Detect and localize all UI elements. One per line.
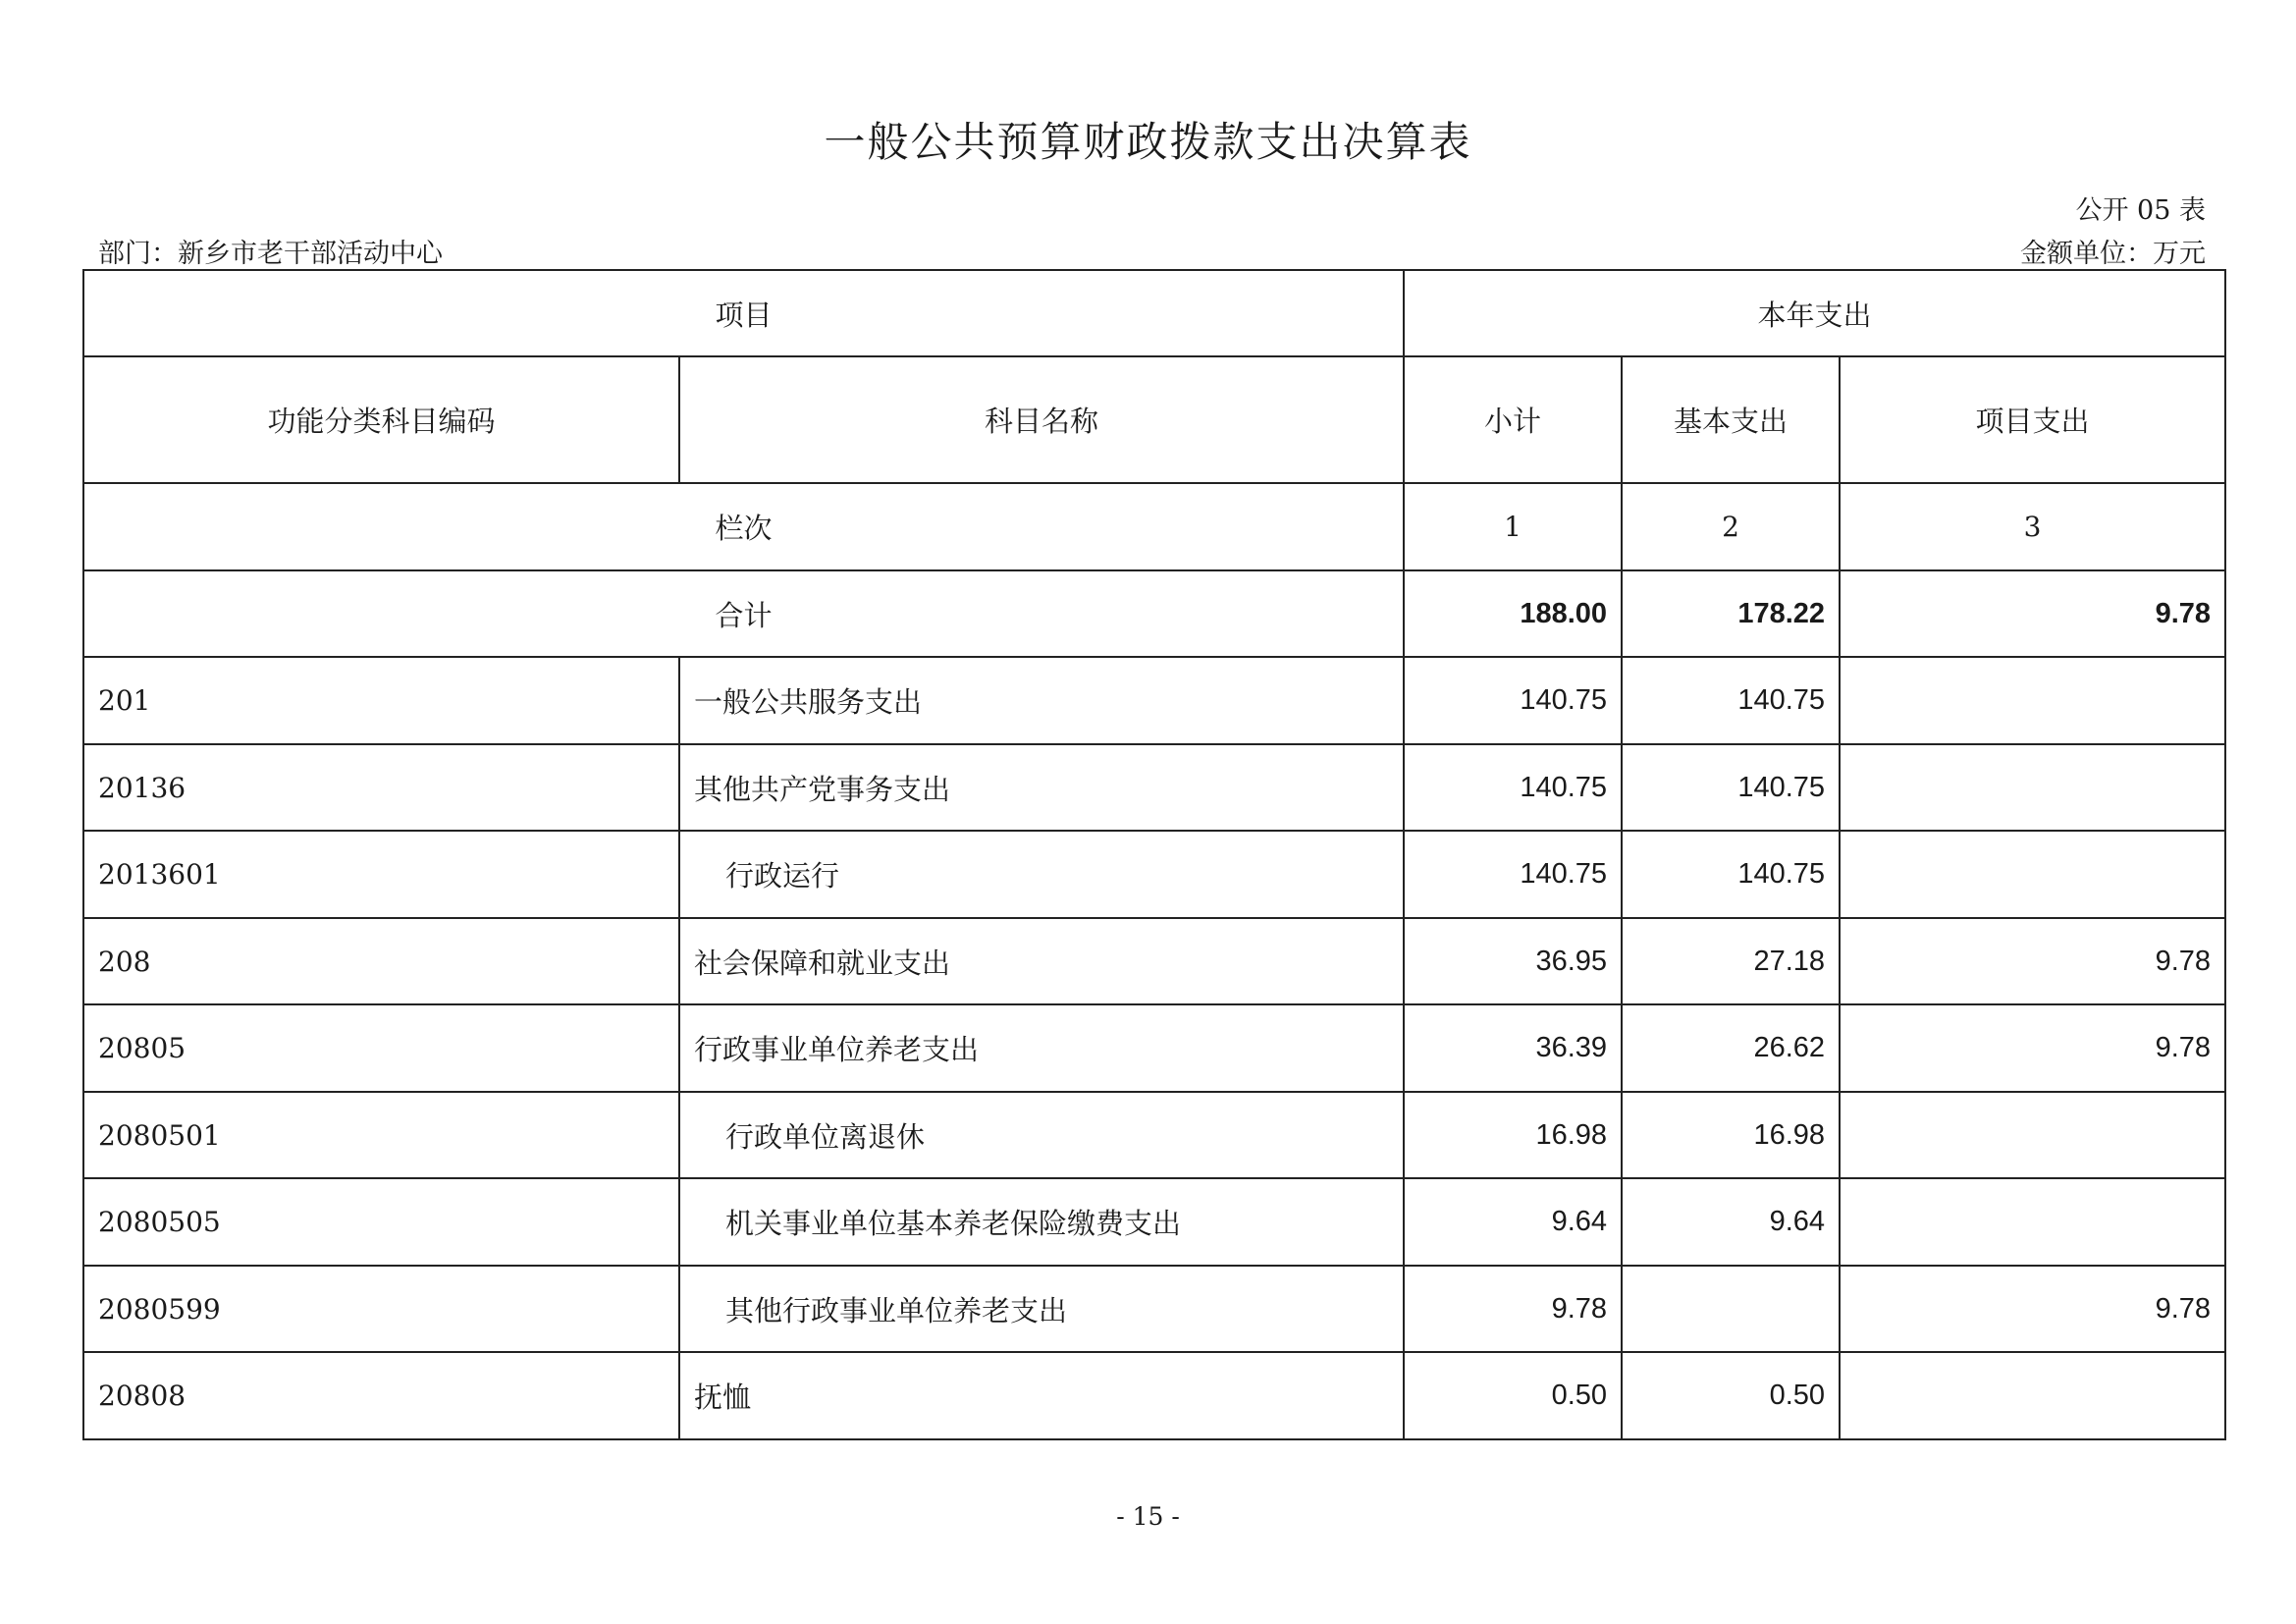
row-name: 行政运行 [679,831,1404,918]
row-name: 其他行政事业单位养老支出 [679,1266,1404,1352]
row-subtotal: 16.98 [1404,1092,1622,1178]
row-project [1840,1352,2225,1439]
row-subtotal: 36.39 [1404,1004,1622,1092]
form-number: 公开 05 表 [2075,195,2206,226]
table-row [83,831,2225,918]
row-code: 2080505 [83,1178,679,1266]
row-code: 208 [83,918,679,1004]
row-name: 机关事业单位基本养老保险缴费支出 [679,1178,1404,1266]
column-index-3: 3 [1840,483,2225,570]
table-row [83,918,2225,1004]
row-basic: 0.50 [1622,1352,1840,1439]
table-row [83,1352,2225,1439]
header-project-expense: 项目支出 [1840,356,2225,483]
expense-report-table [82,269,2226,1440]
total-subtotal: 188.00 [1404,570,1622,657]
row-subtotal: 0.50 [1404,1352,1622,1439]
row-subtotal: 9.64 [1404,1178,1622,1266]
row-basic [1622,1266,1840,1352]
row-code: 20808 [83,1352,679,1439]
row-code: 2080599 [83,1266,679,1352]
row-code: 20805 [83,1004,679,1092]
row-subtotal: 36.95 [1404,918,1622,1004]
amount-unit-label: 金额单位：万元 [2020,239,2206,269]
row-name: 其他共产党事务支出 [679,744,1404,831]
row-project [1840,831,2225,918]
row-basic: 27.18 [1622,918,1840,1004]
row-basic: 140.75 [1622,744,1840,831]
row-project [1840,744,2225,831]
header-project: 项目 [83,270,1404,356]
row-project: 9.78 [1840,1266,2225,1352]
row-name: 行政单位离退休 [679,1092,1404,1178]
column-index-2: 2 [1622,483,1840,570]
row-basic: 140.75 [1622,657,1840,744]
row-project: 9.78 [1840,918,2225,1004]
header-row-2 [83,356,2225,483]
department-label: 部门：新乡市老干部活动中心 [98,239,443,269]
header-name: 科目名称 [679,356,1404,483]
total-basic: 178.22 [1622,570,1840,657]
total-label: 合计 [83,570,1404,657]
table-row [83,1092,2225,1178]
header-current-year-expense: 本年支出 [1404,270,2225,356]
row-basic: 26.62 [1622,1004,1840,1092]
row-subtotal: 140.75 [1404,831,1622,918]
header-code: 功能分类科目编码 [83,356,679,483]
table-row [83,1266,2225,1352]
row-project [1840,1178,2225,1266]
row-name: 一般公共服务支出 [679,657,1404,744]
table-row [83,1004,2225,1092]
row-subtotal: 140.75 [1404,744,1622,831]
header-row-1 [83,270,2225,356]
column-index-row [83,483,2225,570]
header-basic-expense: 基本支出 [1622,356,1840,483]
row-name: 社会保障和就业支出 [679,918,1404,1004]
row-code: 2013601 [83,831,679,918]
row-name: 行政事业单位养老支出 [679,1004,1404,1092]
row-basic: 16.98 [1622,1092,1840,1178]
table-row [83,657,2225,744]
header-subtotal: 小计 [1404,356,1622,483]
column-index-label: 栏次 [83,483,1404,570]
row-subtotal: 9.78 [1404,1266,1622,1352]
row-code: 2080501 [83,1092,679,1178]
table-row [83,744,2225,831]
row-code: 201 [83,657,679,744]
row-basic: 140.75 [1622,831,1840,918]
total-project: 9.78 [1840,570,2225,657]
row-subtotal: 140.75 [1404,657,1622,744]
page-number: - 15 - [1116,1502,1180,1531]
row-project [1840,1092,2225,1178]
row-name: 抚恤 [679,1352,1404,1439]
column-index-1: 1 [1404,483,1622,570]
total-row [83,570,2225,657]
page-title: 一般公共预算财政拨款支出决算表 [824,118,1472,166]
row-code: 20136 [83,744,679,831]
row-basic: 9.64 [1622,1178,1840,1266]
row-project: 9.78 [1840,1004,2225,1092]
table-row [83,1178,2225,1266]
row-project [1840,657,2225,744]
